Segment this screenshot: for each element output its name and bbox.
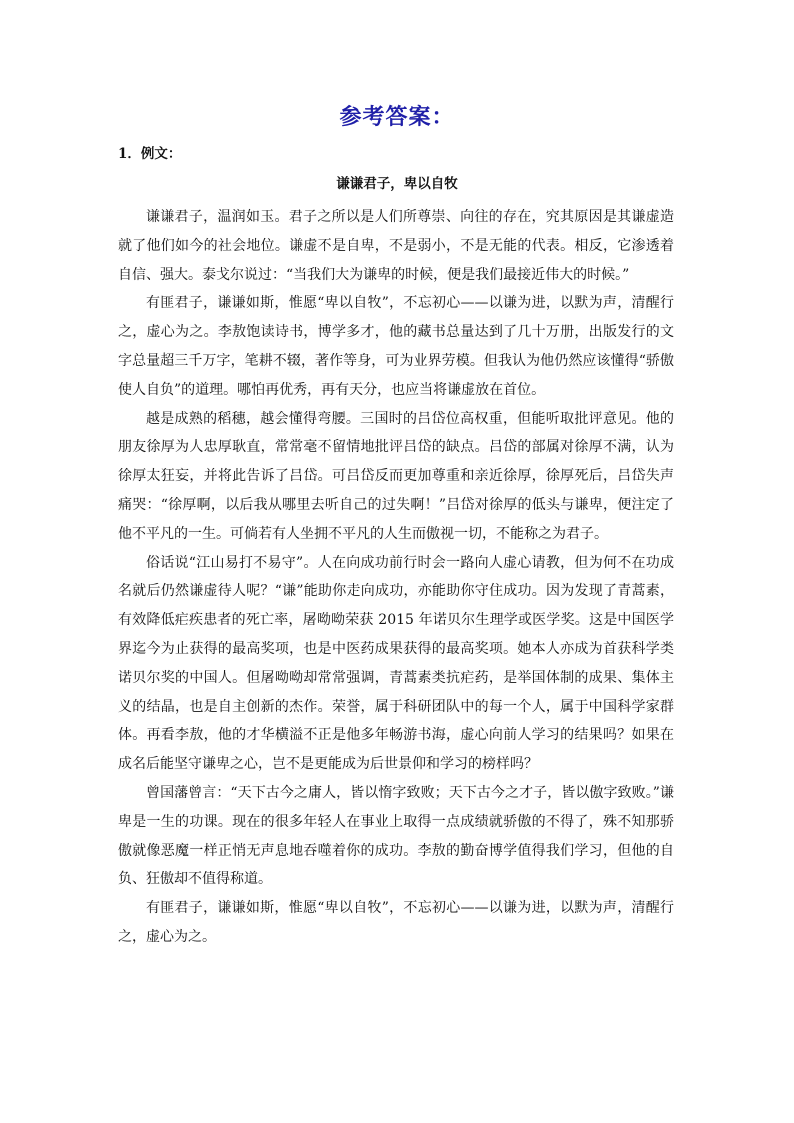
answer-heading: 参考答案： — [339, 104, 455, 130]
essay-paragraph-1: 谦谦君子，温润如玉。君子之所以是人们所尊崇、向往的存在，究其原因是其谦虚造就了他们如今的社会地位。谦虚不是自卑，不是弱小，不是无能的代表。相反，它渗透着自信、强大。泰戈尔说过：“当我们大为谦卑的时候，便是我们最接近伟大的时候。” — [118, 209, 674, 283]
essay-paragraph-4: 俗话说“江山易打不易守”。人在向成功前行时会一路向人虚心请教，但为何不在功成名就后仍然谦虚待人呢？“谦”能助你走向成功，亦能助你守住成功。因为发现了青蒿素，有效降低疟疾患者的死亡率，屠呦呦荣获 2015 年诺贝尔生理学或医学奖。这是中国医学界迄今为止获得的最高奖项，也是中医药成果获得的最高奖项。她本人亦成为首获科学类诺贝尔奖的中国人。但屠呦呦却常常强调，青蒿素类抗疟药，是举国体制的成果、集体主义的结晶，也是自主创新的杰作。荣誉，属于科研团队中的每一个人，属于中国科学家群体。再看李敖，他的才华横溢不正是他多年畅游书海，虚心向前人学习的结果吗？如果在成名后能坚守谦卑之心，岂不是更能成为后世景仰和学习的榜样吗？ — [118, 554, 674, 773]
essay-paragraph-3: 越是成熟的稻穗，越会懂得弯腰。三国时的吕岱位高权重，但能听取批评意见。他的朋友徐厚为人忠厚耿直，常常毫不留情地批评吕岱的缺点。吕岱的部属对徐厚不满，认为徐厚太狂妄，并将此告诉了吕岱。可吕岱反而更加尊重和亲近徐厚，徐厚死后，吕岱失声痛哭：“徐厚啊，以后我从哪里去听自己的过失啊！”吕岱对徐厚的低头与谦卑，便注定了他不平凡的一生。可倘若有人坐拥不平凡的人生而傲视一切，不能称之为君子。 — [118, 410, 674, 542]
question-item-label: 1．例文： — [118, 146, 182, 162]
essay-body — [118, 203, 674, 952]
essay-paragraph-2: 有匪君子，谦谦如斯，惟愿“卑以自牧”，不忘初心——以谦为进，以默为声，清醒行之，虚心为之。李敖饱读诗书，博学多才，他的藏书总量达到了几十万册，出版发行的文字总量超三千万字，笔耕不辍，著作等身，可为业界劳模。但我认为他仍然应该懂得“骄傲使人自负”的道理。哪怕再优秀，再有天分，也应当将谦虚放在首位。 — [118, 295, 674, 398]
essay-paragraph-6: 有匪君子，谦谦如斯，惟愿“卑以自牧”，不忘初心——以谦为进，以默为声，清醒行之，虚心为之。 — [118, 900, 674, 945]
essay-title: 谦谦君子，卑以自牧 — [336, 176, 458, 192]
essay-paragraph-5: 曾国藩曾言：“天下古今之庸人，皆以惰字致败；天下古今之才子，皆以傲字致败。”谦卑是一生的功课。现在的很多年轻人在事业上取得一点成绩就骄傲的不得了，殊不知那骄傲就像恶魔一样正悄无声息地吞噬着你的成功。李敖的勤奋博学值得我们学习，但他的自负、狂傲却不值得称道。 — [118, 784, 674, 888]
